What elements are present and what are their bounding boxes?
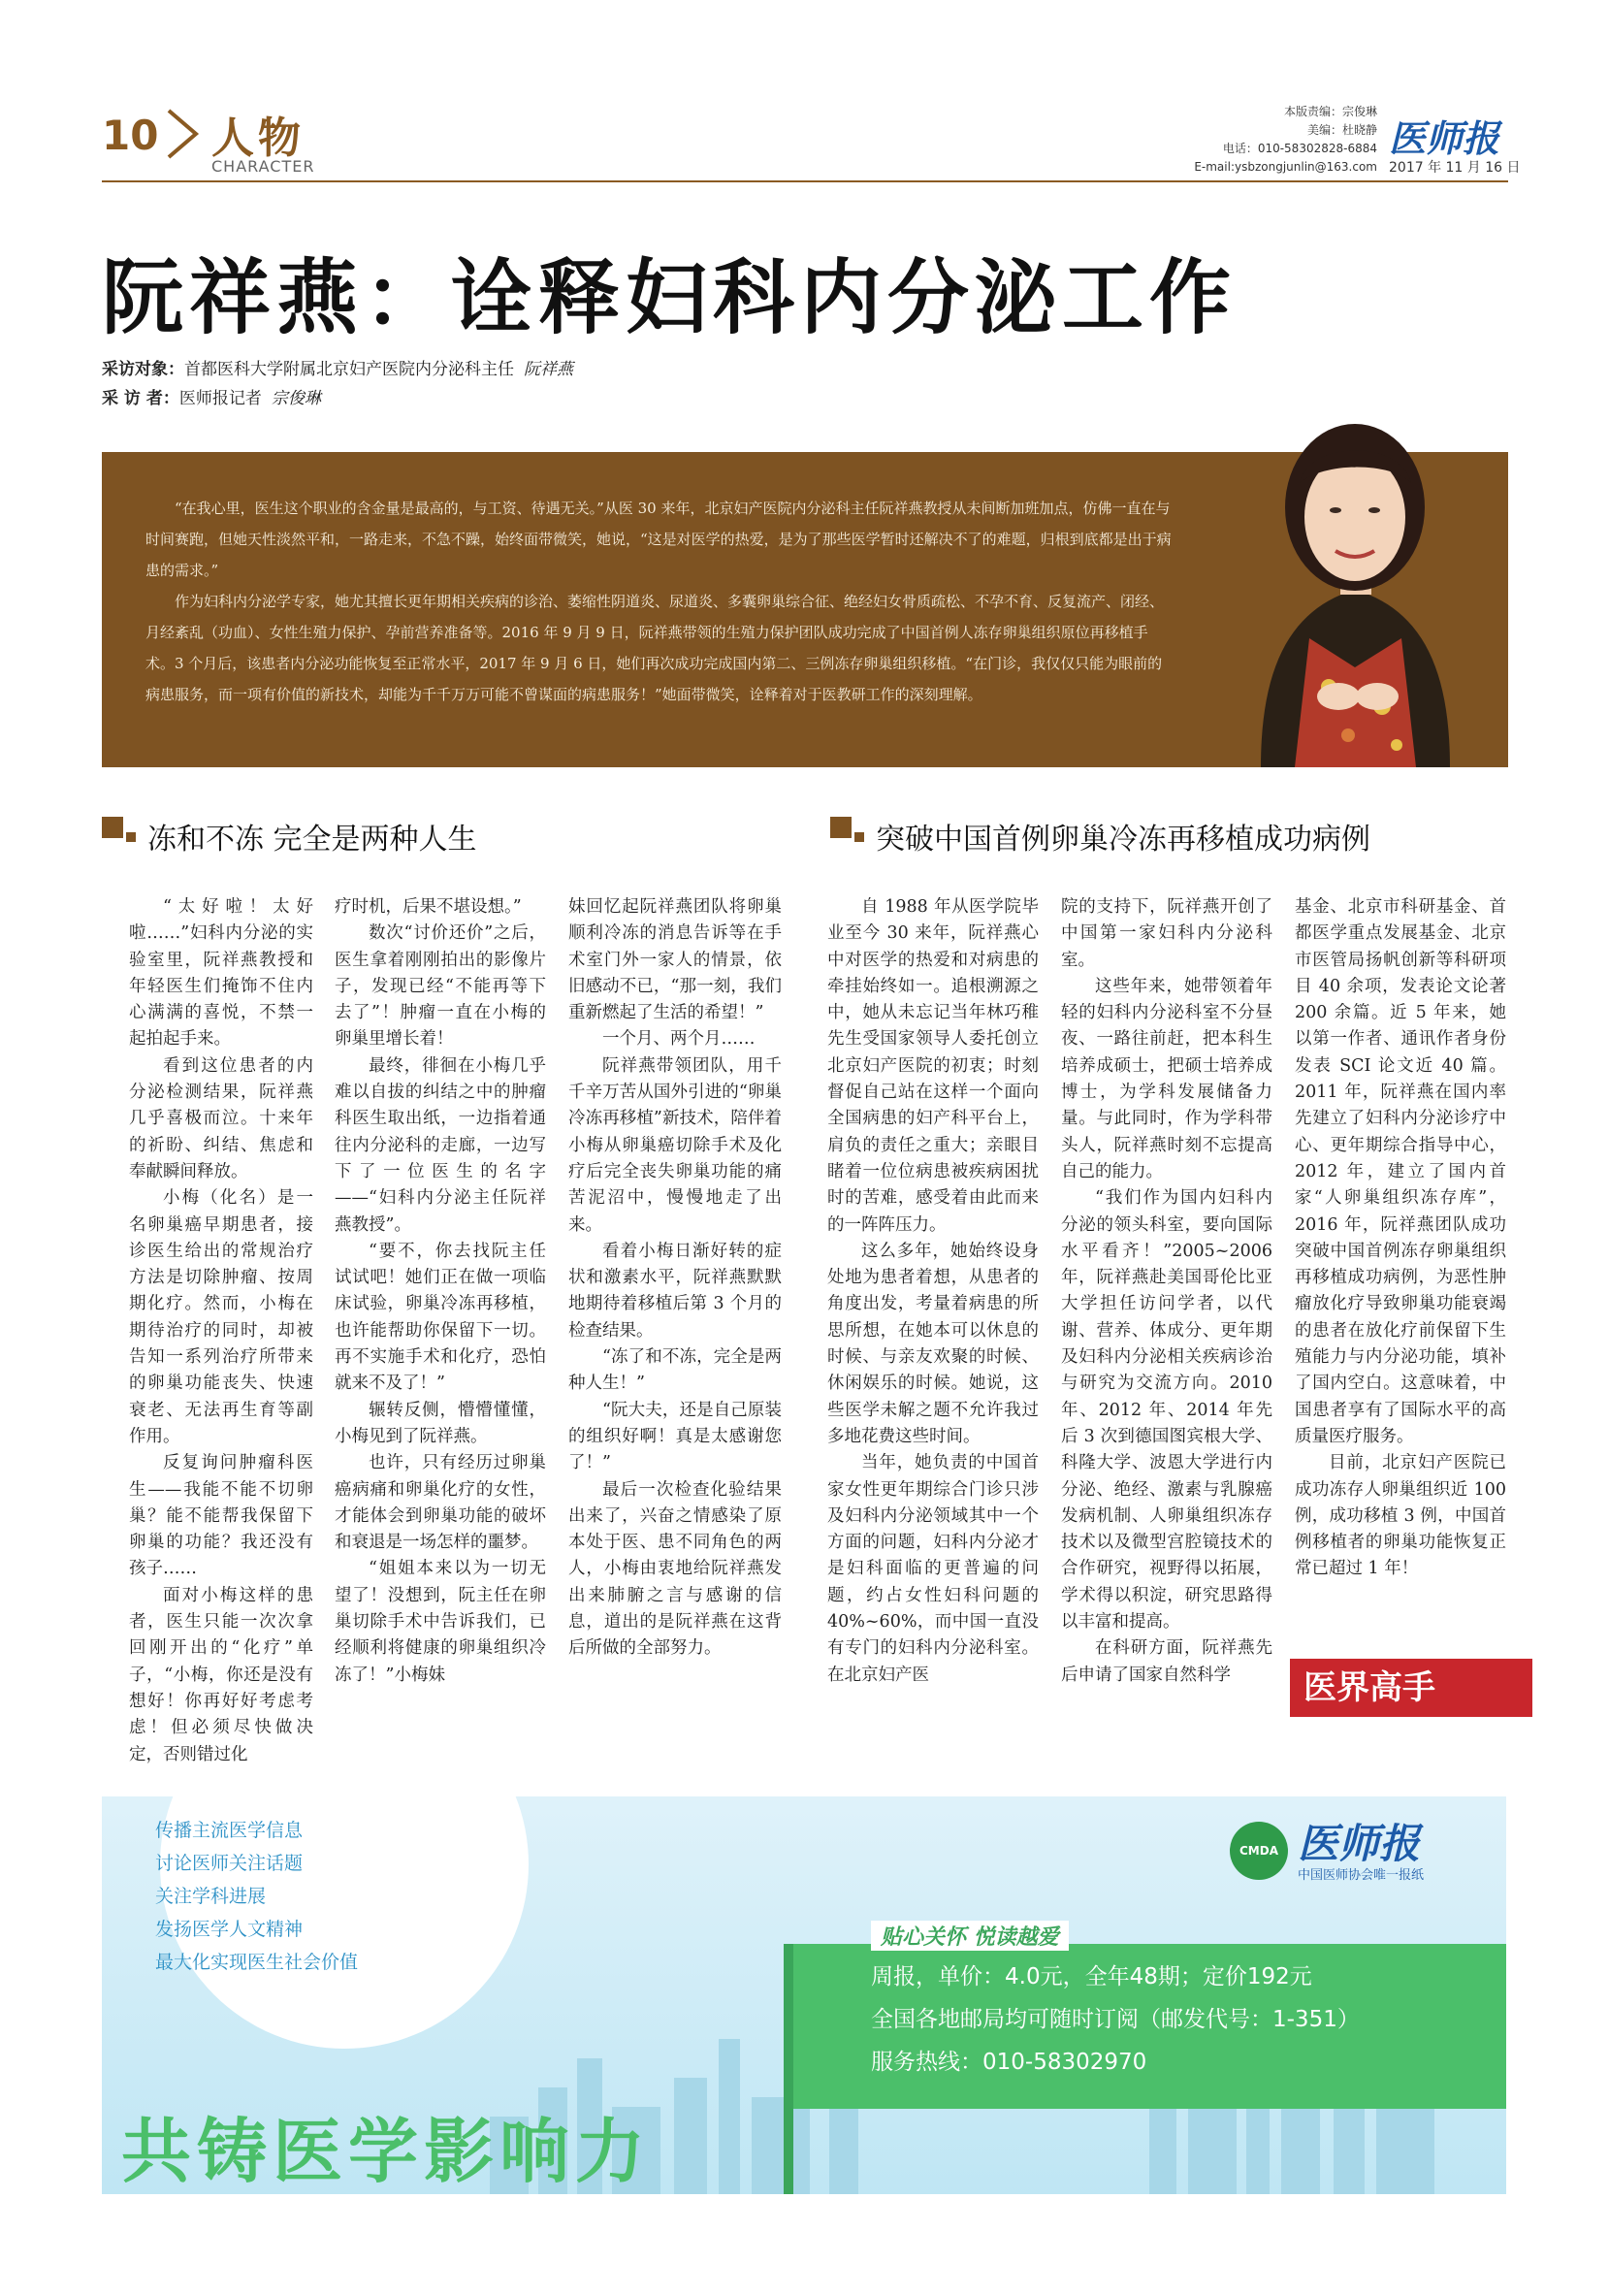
hotline-line: 服务热线：010-58302970 xyxy=(871,2050,1147,2075)
interviewee-desc: 首都医科大学附属北京妇产医院内分泌科主任 xyxy=(184,360,514,379)
paragraph: “太好啦！太好啦……”妇科内分泌的实验室里，阮祥燕教授和年轻医生们掩饰不住内心满满的喜悦，不禁一起拍起手来。 xyxy=(129,897,313,1050)
paragraph: “要不，你去找阮主任试试吧！她们正在做一项临床试验，卵巢冷冻再移植，也许能帮助你保留下一切。再不实施手术和化疗，恐怕就来不及了！” xyxy=(335,1241,546,1394)
paragraph: “冻了和不冻，完全是两种人生！” xyxy=(568,1347,782,1394)
subscription-info xyxy=(871,1956,1360,2084)
slogan-item: 发扬医学人文精神 xyxy=(155,1919,304,1940)
editor-line: 本版责编：宗俊琳 xyxy=(1283,105,1377,118)
section-subtitle: CHARACTER xyxy=(211,157,315,176)
article-column-3 xyxy=(568,894,782,1663)
paragraph: 目前，北京妇产医院已成功冻存人卵巢组织近 100 例，成功移植 3 例，中国首例移植者的卵巢功能恢复正常已超过 1 年！ xyxy=(1295,1453,1506,1579)
interviewee-label: 采访对象： xyxy=(102,360,184,379)
interviewee-line xyxy=(102,355,573,379)
interviewee-name: 阮祥燕 xyxy=(524,360,573,379)
section-marker-icon xyxy=(830,817,852,838)
paragraph: 面对小梅这样的患者，医生只能一次次拿回刚开出的“化疗”单子，“小梅，你还是没有想好！你再好好考虑考虑！但必须尽快做决定，否则错过化 xyxy=(129,1585,313,1764)
ad-slogans xyxy=(155,1814,358,1979)
ad-big-slogan: 共铸医学影响力 xyxy=(121,2111,652,2192)
paragraph: 自 1988 年从医学院毕业至今 30 来年，阮祥燕心中对医学的热爱和对病患的牵挂始终如一。追根溯源之中，她从未忘记当年林巧稚先生受国家领导人委托创立北京妇产医院的初衷；时刻督促自己站在这样一个面向全国病患的妇产科平台上，肩负的责任之重大；亲眼目睹着一位位病患被疾病困扰时的苦难，感受着由此而来的一阵阵压力。 xyxy=(827,897,1039,1235)
page-number: 10 xyxy=(102,112,159,159)
designer-line: 美编：杜晓静 xyxy=(1306,123,1377,137)
cmda-logo: CMDA xyxy=(1230,1822,1288,1880)
ad-masthead: 医师报 xyxy=(1298,1820,1421,1867)
paragraph: 疗时机，后果不堪设想。” xyxy=(335,897,522,917)
paragraph: 也许，只有经历过卵巢癌病痛和卵巢化疗的女性，才能体会到卵巢功能的破坏和衰退是一场怎样的噩梦。 xyxy=(335,1453,546,1553)
article-column-4 xyxy=(827,894,1039,1689)
paragraph: 这么多年，她始终设身处地为患者着想，从患者的角度出发，考量着病患的所思所想，在她本可以休息的时候、与亲友欢聚的时候、休闲娱乐的时候。她说，这些医学未解之题不允许我过多地花费这些时间。 xyxy=(827,1241,1039,1446)
section-marker-icon xyxy=(126,832,136,842)
interviewer-label: 采 访 者： xyxy=(102,389,179,408)
paragraph: 最终，徘徊在小梅几乎难以自拔的纠结之中的肿瘤科医生取出纸，一边指着通往内分泌科的走廊，一边写下了一位医生的名字——“妇科内分泌主任阮祥燕教授”。 xyxy=(335,1055,546,1235)
chevron-right-icon xyxy=(163,107,202,161)
email-line: E-mail:ysbzongjunlin@163.com xyxy=(1194,160,1377,174)
paragraph: 一个月、两个月…… xyxy=(602,1029,756,1050)
editor-info xyxy=(1164,103,1377,177)
subscription-tagline: 贴心关怀 悦读越爱 xyxy=(871,1921,1069,1951)
issue-date: 2017 年 11 月 16 日 xyxy=(1389,160,1521,176)
portrait-photo xyxy=(1203,347,1508,767)
phone-line: 电话：010-58302828-6884 xyxy=(1222,142,1377,155)
interviewer-name: 宗俊琳 xyxy=(271,389,321,408)
slogan-item: 关注学科进展 xyxy=(155,1886,267,1907)
paragraph: 看着小梅日渐好转的症状和激素水平，阮祥燕默默地期待着移植后第 3 个月的检查结果。 xyxy=(568,1241,782,1341)
intro-text xyxy=(145,493,1174,710)
section-title: 人物 xyxy=(211,113,305,163)
article-column-5 xyxy=(1061,894,1272,1689)
price-line: 周报，单价：4.0元，全年48期；定价192元 xyxy=(871,1964,1312,1989)
interviewer-line xyxy=(102,384,321,408)
paragraph: 数次“讨价还价”之后，医生拿着刚刚拍出的影像片子，发现已经“不能再等下去了”！肿瘤一直在小梅的卵巢里增长着！ xyxy=(335,923,546,1050)
paragraph: “姐姐本来以为一切无望了！没想到，阮主任在卵巢切除手术中告诉我们，已经顺利将健康的卵巢组织冷冻了！”小梅妹 xyxy=(335,1559,546,1685)
section-marker-icon xyxy=(854,832,864,842)
paragraph: 基金、北京市科研基金、首都医学重点发展基金、北京市医管局扬帆创新等科研项目 40 余项，发表论文论著 200 余篇。近 5 年来，她以第一作者、通讯作者身份发表 SCI 论文近 40 篇。2011 年，阮祥燕在国内率先建立了妇科内分泌诊疗中心、更年期综合指导中心，2012 年，建立了国内首家“人卵巢组织冻存库”，2016 年，阮祥燕团队成功突破中国首例冻存卵巢组织再移植成功病例，为恶性肿瘤放化疗导致卵巢功能衰竭的患者在放化疗前保留下生殖能力与内分泌功能，填补了国内空白。这意味着，中国患者享有了国际水平的高质量医疗服务。 xyxy=(1295,897,1506,1446)
paragraph: 反复询问肿瘤科医生——我能不能不切卵巢？能不能帮我保留下卵巢的功能？我还没有孩子…… xyxy=(129,1453,313,1579)
paragraph: 辗转反侧，懵懵懂懂，小梅见到了阮祥燕。 xyxy=(335,1400,546,1446)
interviewer-desc: 医师报记者 xyxy=(178,389,262,408)
paragraph: 小梅（化名）是一名卵巢癌早期患者，接诊医生给出的常规治疗方法是切除肿瘤、按周期化疗。然而，小梅在期待治疗的同时，却被告知一系列治疗所带来的卵巢功能丧失、快速衰老、无法再生育等副作用。 xyxy=(129,1188,313,1446)
article-column-2 xyxy=(335,894,546,1689)
paragraph: 院的支持下，阮祥燕开创了中国第一家妇科内分泌科室。 xyxy=(1061,897,1272,970)
subscription-strip xyxy=(784,1944,793,2194)
paragraph: 最后一次检查化验结果出来了，兴奋之情感染了原本处于医、患不同角色的两人，小梅由衷地给阮祥燕发出来肺腑之言与感谢的信息，道出的是阮祥燕在这背后所做的全部努力。 xyxy=(568,1479,782,1659)
paragraph: “我们作为国内妇科内分泌的领头科室，要向国际水平看齐！”2005~2006 年，阮祥燕赴美国哥伦比亚大学担任访问学者，以代谢、营养、体成分、更年期及妇科内分泌相关疾病诊治与研究为交流方向。2010 年、2012 年、2014 年先后 3 次到德国图宾根大学、科隆大学、波恩大学进行内分泌、绝经、激素与乳腺癌发病机制、人卵巢组织冻存技术以及微型宫腔镜技术的合作研究，视野得以拓展，学术得以积淀，研究思路得以丰富和提高。 xyxy=(1061,1188,1272,1633)
section1-heading: 冻和不冻 完全是两种人生 xyxy=(147,823,477,857)
article-column-6 xyxy=(1295,894,1506,1583)
paragraph: 妹回忆起阮祥燕团队将卵巢顺利冷冻的消息告诉等在手术室门外一家人的情景，依旧感动不已，“那一刻，我们重新燃起了生活的希望！” xyxy=(568,897,782,1023)
slogan-item: 传播主流医学信息 xyxy=(155,1820,304,1841)
paragraph: 阮祥燕带领团队，用千千辛万苦从国外引进的“卵巢冷冻再移植”新技术，陪伴着小梅从卵巢癌切除手术及化疗后完全丧失卵巢功能的痛苦泥沼中，慢慢地走了出来。 xyxy=(568,1055,782,1235)
article-column-1 xyxy=(129,894,313,1768)
masthead-logo: 医师报 xyxy=(1389,116,1500,160)
header-divider xyxy=(102,180,1508,182)
slogan-item: 最大化实现医生社会价值 xyxy=(155,1952,359,1973)
paragraph: “阮大夫，还是自己原装的组织好啊！真是太感谢您了！” xyxy=(568,1400,782,1473)
paragraph: 在科研方面，阮祥燕先后申请了国家自然科学 xyxy=(1061,1638,1272,1685)
paragraph: 当年，她负责的中国首家女性更年期综合门诊只涉及妇科内分泌领域其中一个方面的问题，妇科内分泌才是妇科面临的更普遍的问题，约占女性妇科问题的 40%~60%，而中国一直没有专门的妇科内分泌科室。在北京妇产医 xyxy=(827,1453,1039,1685)
section2-heading: 突破中国首例卵巢冷冻再移植成功病例 xyxy=(876,823,1370,857)
paragraph: 这些年来，她带领着年轻的妇科内分泌科室不分昼夜、一路往前赶，把本科生培养成硕士，把硕士培养成博士，为学科发展储备力量。与此同时，作为学科带头人，阮祥燕时刻不忘提高自己的能力。 xyxy=(1061,976,1272,1181)
section-marker-icon xyxy=(102,817,123,838)
column-badge: 医界高手 xyxy=(1290,1659,1532,1717)
paragraph: 看到这位患者的内分泌检测结果，阮祥燕几乎喜极而泣。十来年的祈盼、纠结、焦虑和奉献瞬间释放。 xyxy=(129,1055,313,1181)
intro-paragraph: “在我心里，医生这个职业的含金量是最高的，与工资、待遇无关。”从医 30 来年，北京妇产医院内分泌科主任阮祥燕教授从未间断加班加点，仿佛一直在与时间赛跑，但她天性淡然平和，一路走来，不急不躁，始终面带微笑，她说，“这是对医学的热爱，是为了那些医学暂时还解决不了的难题，归根到底都是出于病患的需求。” xyxy=(145,500,1172,579)
intro-paragraph: 作为妇科内分泌学专家，她尤其擅长更年期相关疾病的诊治、萎缩性阴道炎、尿道炎、多囊卵巢综合征、绝经妇女骨质疏松、不孕不育、反复流产、闭经、月经紊乱（功血）、女性生殖力保护、孕前营养准备等。2016 年 9 月 9 日，阮祥燕带领的生殖力保护团队成功完成了中国首例人冻存卵巢组织原位再移植手术。3 个月后，该患者内分泌功能恢复至正常水平，2017 年 9 月 6 日，她们再次成功完成国内第二、三例冻存卵巢组织移植。“在门诊，我仅仅只能为眼前的病患服务，而一项有价值的新技术，却能为千千万万可能不曾谋面的病患服务！”她面带微笑，诠释着对于医教研工作的深刻理解。 xyxy=(145,593,1165,703)
ad-masthead-subtitle: 中国医师协会唯一报纸 xyxy=(1298,1868,1425,1883)
order-line: 全国各地邮局均可随时订阅（邮发代号：1-351） xyxy=(871,2007,1360,2032)
slogan-item: 讨论医师关注话题 xyxy=(155,1853,304,1874)
article-title: 阮祥燕：诠释妇科内分泌工作 xyxy=(102,250,1238,345)
